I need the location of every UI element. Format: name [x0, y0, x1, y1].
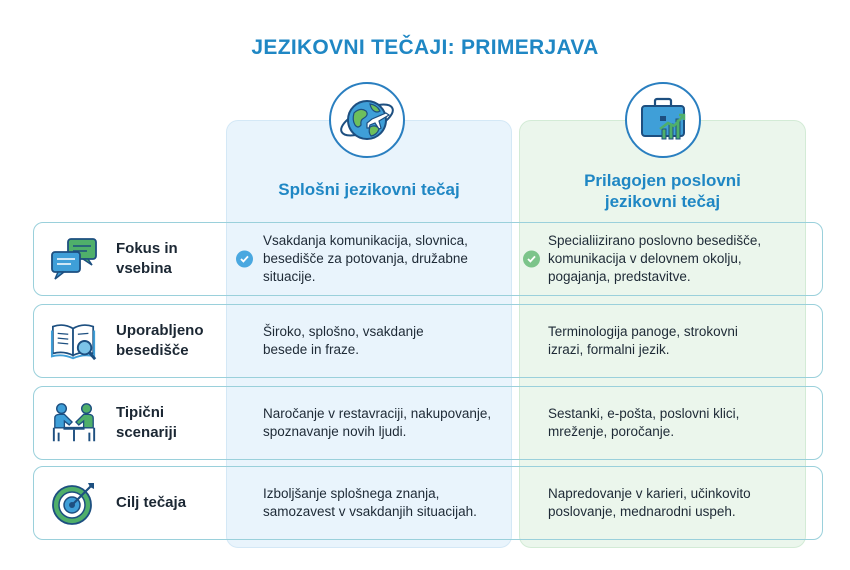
- business-cell: Specialiizirano poslovno besedišče, komunikacija v delovnem okolju, pogajanja, predstavitve.: [548, 233, 762, 284]
- business-cell: Sestanki, e-pošta, poslovni klici, mreženje, poročanje.: [548, 406, 740, 439]
- business-cell: Terminologija panoge, strokovni izrazi, formalni jezik.: [548, 324, 738, 357]
- meeting-people-icon: [50, 399, 98, 447]
- row-label: Tipični scenariji: [116, 404, 177, 441]
- chat-bubbles-icon: [50, 235, 98, 283]
- book-magnifier-icon: [50, 317, 98, 365]
- row-scenarios: [33, 386, 823, 460]
- business-course-heading: Prilagojen poslovni jezikovni tečaj: [584, 171, 741, 211]
- row-label: Cilj tečaja: [116, 494, 187, 511]
- row-focus-content: [33, 222, 823, 296]
- row-label: Uporabljeno besedišče: [116, 322, 204, 359]
- row-course-goal: [33, 466, 823, 540]
- general-cell: Naročanje v restavraciji, nakupovanje, spoznavanje novih ljudi.: [263, 406, 492, 439]
- general-cell: Vsakdanja komunikacija, slovnica, besedišče za potovanja, družabne situacije.: [263, 233, 468, 284]
- page-title: JEZIKOVNI TEČAJI: PRIMERJAVA: [251, 36, 599, 59]
- target-arrow-icon: [50, 479, 98, 527]
- general-cell: Izboljšanje splošnega znanja, samozavest v vsakdanjih situacijah.: [263, 486, 477, 519]
- row-vocabulary: [33, 304, 823, 378]
- check-icon: [236, 251, 253, 268]
- general-course-heading: Splošni jezikovni tečaj: [278, 179, 460, 199]
- check-icon: [523, 251, 540, 268]
- general-cell: Široko, splošno, vsakdanje besede in fraze.: [263, 324, 424, 357]
- business-cell: Napredovanje v karieri, učinkovito poslovanje, mednarodni uspeh.: [548, 486, 751, 519]
- globe-airplane-icon: [329, 82, 405, 158]
- row-label: Fokus in vsebina: [116, 240, 178, 277]
- briefcase-chart-icon: [625, 82, 701, 158]
